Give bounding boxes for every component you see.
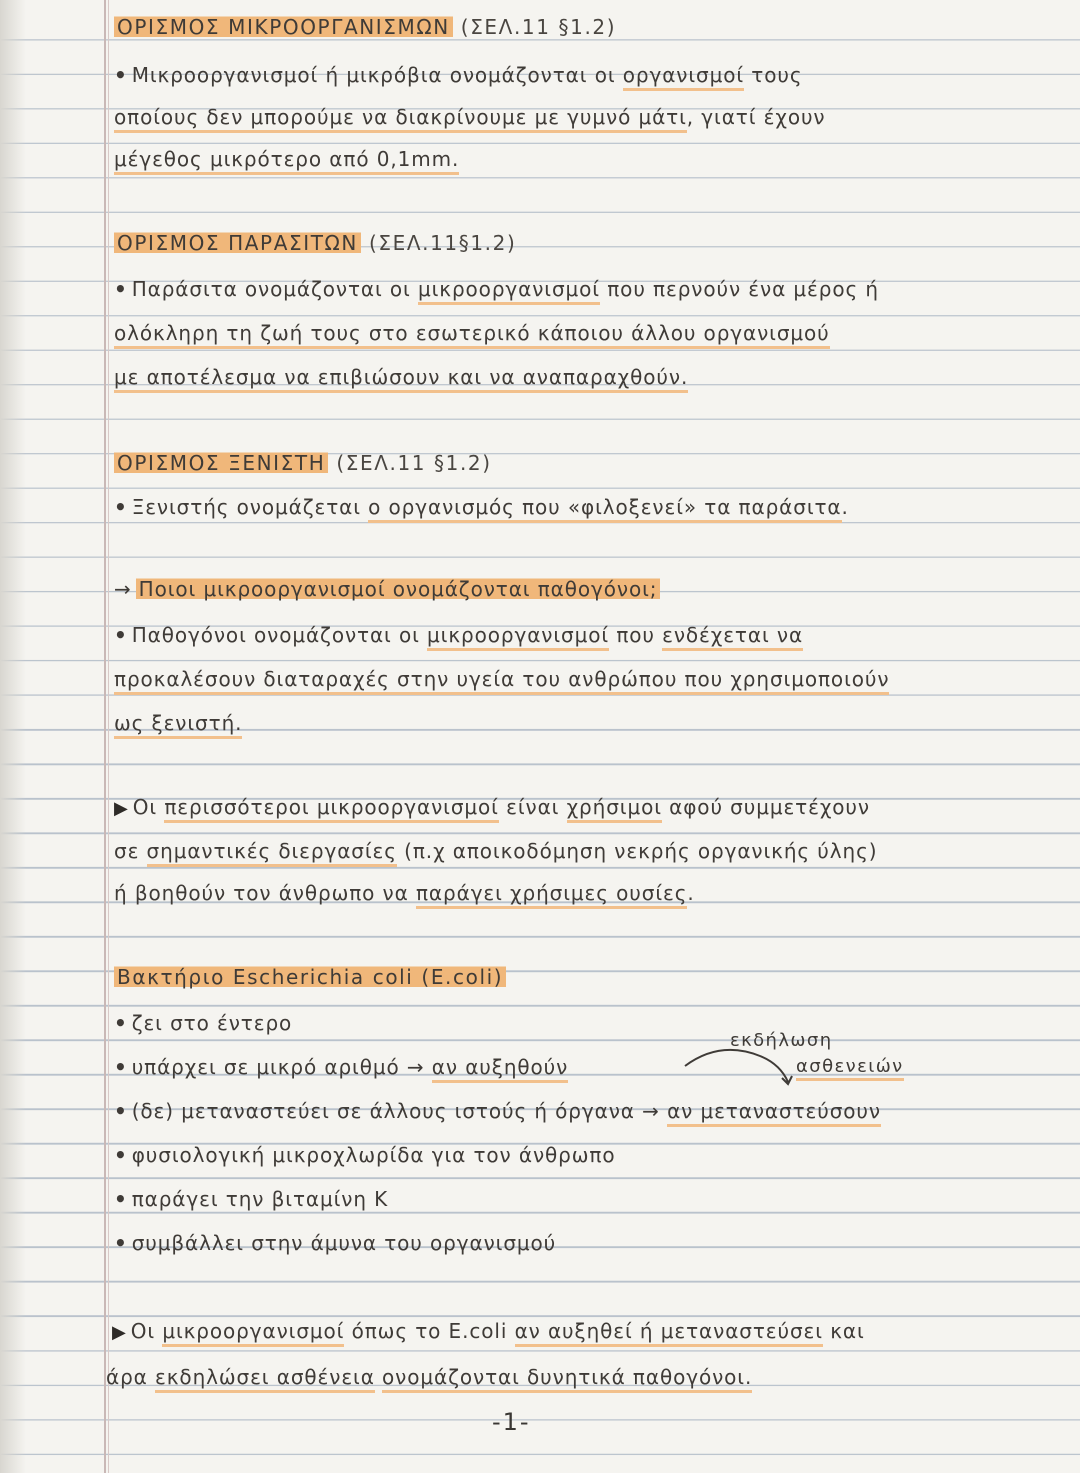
list-item: • ζει στο έντερο	[114, 1011, 293, 1035]
text-line: • Μικροοργανισμοί ή μικρόβια ονομάζονται οι οργανισμοί τους	[114, 62, 803, 88]
margin-line	[104, 0, 106, 1473]
text-line: ολόκληρη τη ζωή τους στο εσωτερικό κάποιου άλλου οργανισμού	[114, 320, 830, 346]
bullet-icon: •	[114, 1187, 128, 1211]
list-item: • φυσιολογική μικροχλωρίδα για τον άνθρωπο	[114, 1143, 616, 1167]
bullet-icon: •	[114, 63, 128, 87]
triangle-bullet-icon: ▶	[112, 1322, 127, 1343]
question-pathogens: → Ποιοι μικροοργανισμοί ονομάζονται παθογόνοι;	[114, 576, 660, 602]
bullet-icon: •	[114, 277, 128, 301]
bullet-icon: •	[114, 623, 128, 647]
heading-host-ref: (ΣΕΛ.11 §1.2)	[336, 451, 492, 475]
heading-parasites-title: ΟΡΙΣΜΟΣ ΠΑΡΑΣΙΤΩΝ	[114, 231, 361, 255]
bullet-icon: •	[114, 1231, 128, 1255]
text-line: προκαλέσουν διαταραχές στην υγεία του ανθρώπου που χρησιμοποιούν	[114, 666, 889, 692]
heading-host	[114, 450, 492, 476]
heading-microorganisms	[114, 14, 616, 40]
note-diseases: ασθενειών	[796, 1056, 904, 1077]
heading-ecoli-title: Βακτήριο Escherichia coli (E.coli)	[114, 965, 506, 989]
bullet-icon: •	[114, 1099, 128, 1123]
heading-parasites	[114, 230, 516, 256]
heading-microorganisms-title: ΟΡΙΣΜΟΣ ΜΙΚΡΟΟΡΓΑΝΙΣΜΩΝ	[114, 15, 453, 39]
margin-line-inner	[108, 0, 109, 1473]
bullet-icon: •	[114, 1143, 128, 1167]
triangle-bullet-icon: ▶	[114, 798, 129, 819]
bullet-icon: •	[114, 1011, 128, 1035]
connector-curve-icon	[680, 1030, 810, 1090]
list-item: • υπάρχει σε μικρό αριθμό → αν αυξηθούν	[114, 1054, 568, 1080]
page-edge-shadow	[0, 0, 26, 1473]
page-number: -1-	[492, 1408, 531, 1436]
heading-host-title: ΟΡΙΣΜΟΣ ΞΕΝΙΣΤΗ	[114, 451, 328, 475]
heading-microorganisms-ref: (ΣΕΛ.11 §1.2)	[460, 15, 617, 39]
text-line: • Ξενιστής ονομάζεται ο οργανισμός που «φιλοξενεί» τα παράσιτα.	[114, 494, 849, 520]
text-line: ως ξενιστή.	[114, 710, 242, 736]
text-line: ή βοηθούν τον άνθρωπο να παράγει χρήσιμες ουσίες.	[114, 880, 695, 906]
text-line: μέγεθος μικρότερο από 0,1mm.	[114, 146, 459, 172]
list-item: • συμβάλλει στην άμυνα του οργανισμού	[114, 1231, 557, 1255]
heading-parasites-ref: (ΣΕΛ.11§1.2)	[368, 231, 517, 255]
text-line: οποίους δεν μπορούμε να διακρίνουμε με γυμνό μάτι, γιατί έχουν	[114, 104, 826, 130]
text-line: ▶ Οι μικροοργανισμοί όπως το E.coli αν αυξηθεί ή μεταναστεύσει και	[112, 1318, 865, 1346]
heading-ecoli	[114, 964, 506, 990]
text-line: • Παράσιτα ονομάζονται οι μικροοργανισμοί που περνούν ένα μέρος ή	[114, 276, 879, 302]
text-line: σε σημαντικές διεργασίες (π.χ αποικοδόμηση νεκρής οργανικής ύλης)	[114, 838, 877, 864]
text-line: με αποτέλεσμα να επιβιώσουν και να αναπαραχθούν.	[114, 364, 688, 390]
list-item: • (δε) μεταναστεύει σε άλλους ιστούς ή όργανα → αν μεταναστεύσουν	[114, 1098, 881, 1124]
text-line: άρα εκδηλώσει ασθένεια ονομάζονται δυνητικά παθογόνοι.	[106, 1364, 752, 1390]
list-item: • παράγει την βιταμίνη Κ	[114, 1187, 389, 1211]
note-manifestation: εκδήλωση	[730, 1030, 833, 1051]
text-line: ▶ Οι περισσότεροι μικροοργανισμοί είναι χρήσιμοι αφού συμμετέχουν	[114, 794, 870, 822]
arrow-right-icon: →	[114, 577, 132, 601]
text-line: • Παθογόνοι ονομάζονται οι μικροοργανισμοί που ενδέχεται να	[114, 622, 803, 648]
bullet-icon: •	[114, 1055, 128, 1079]
bullet-icon: •	[114, 495, 128, 519]
